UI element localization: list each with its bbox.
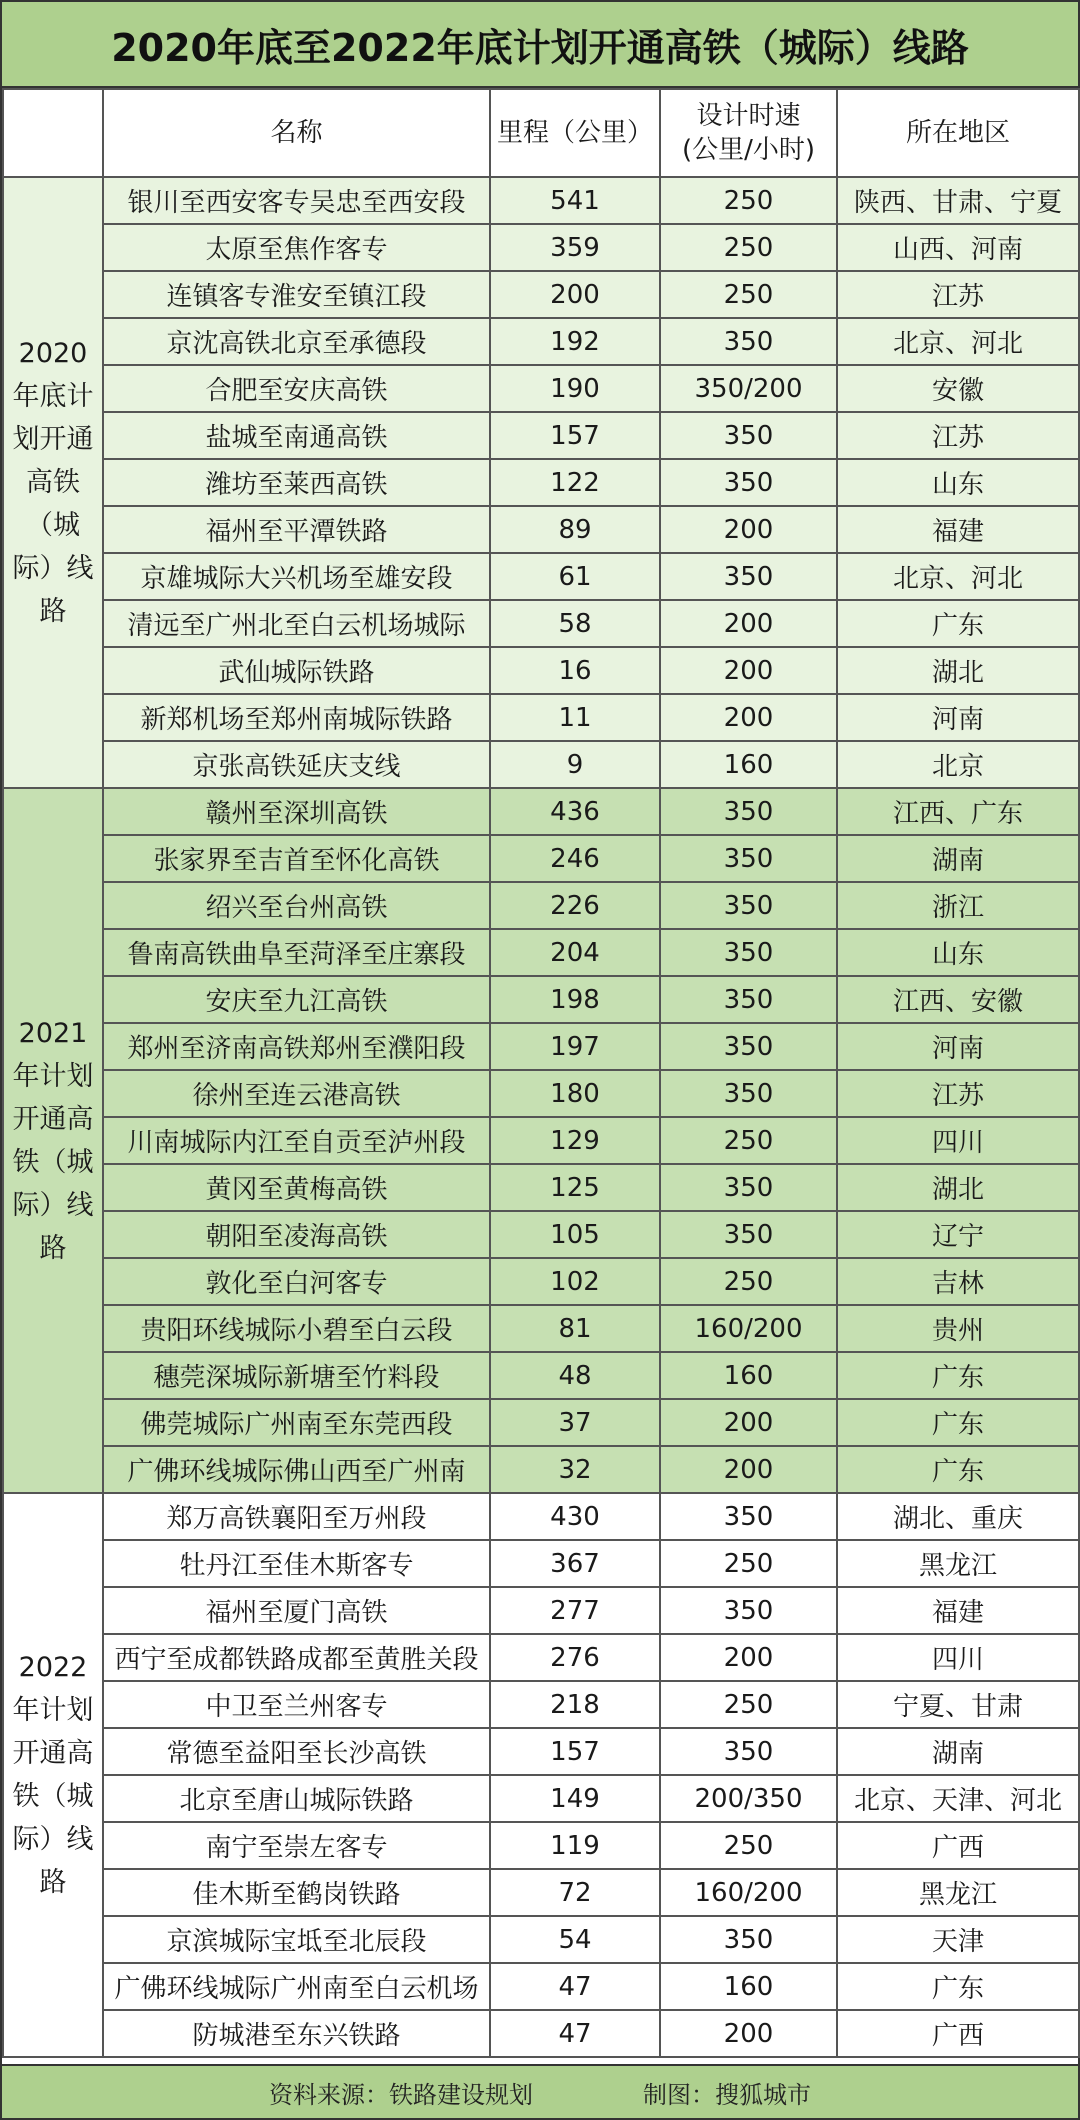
- cell-mileage: 541: [490, 177, 660, 224]
- table-row: [3, 1540, 1079, 1587]
- table-row: [3, 1211, 1079, 1258]
- cell-region: 湖北: [837, 647, 1079, 694]
- cell-region: 广东: [837, 1963, 1079, 2010]
- cell-region: 黑龙江: [837, 1869, 1079, 1916]
- cell-region: 宁夏、甘肃: [837, 1681, 1079, 1728]
- cell-design-speed: 250: [660, 1822, 837, 1869]
- cell-design-speed: 200: [660, 506, 837, 553]
- cell-region: 广东: [837, 600, 1079, 647]
- cell-design-speed: 350: [660, 788, 837, 835]
- cell-design-speed: 350: [660, 1587, 837, 1634]
- cell-design-speed: 200/350: [660, 1775, 837, 1822]
- cell-region: 北京、天津、河北: [837, 1775, 1079, 1822]
- table-row: [3, 1352, 1079, 1399]
- cell-line-name: 武仙城际铁路: [103, 647, 490, 694]
- table-row: [3, 1963, 1079, 2010]
- table-row: [3, 1258, 1079, 1305]
- cell-line-name: 绍兴至台州高铁: [103, 882, 490, 929]
- cell-line-name: 西宁至成都铁路成都至黄胜关段: [103, 1634, 490, 1681]
- cell-design-speed: 250: [660, 177, 837, 224]
- table-row: [3, 600, 1079, 647]
- cell-design-speed: 350: [660, 1916, 837, 1963]
- table-body: [3, 177, 1079, 2057]
- cell-mileage: 204: [490, 929, 660, 976]
- table-row: [3, 1305, 1079, 1352]
- cell-design-speed: 350/200: [660, 365, 837, 412]
- table-row: [3, 177, 1079, 224]
- cell-region: 福建: [837, 1587, 1079, 1634]
- header-speed-line2: (公里/小时): [681, 135, 816, 165]
- cell-design-speed: 160: [660, 741, 837, 788]
- cell-line-name: 常德至益阳至长沙高铁: [103, 1728, 490, 1775]
- cell-region: 山东: [837, 929, 1079, 976]
- table-row: [3, 412, 1079, 459]
- table-row: [3, 224, 1079, 271]
- cell-design-speed: 250: [660, 271, 837, 318]
- cell-line-name: 太原至焦作客专: [103, 224, 490, 271]
- table-row: [3, 1869, 1079, 1916]
- table-row: [3, 1728, 1079, 1775]
- table-row: [3, 365, 1079, 412]
- cell-line-name: 京沈高铁北京至承德段: [103, 318, 490, 365]
- cell-design-speed: 160: [660, 1352, 837, 1399]
- cell-design-speed: 350: [660, 1493, 837, 1540]
- cell-design-speed: 250: [660, 224, 837, 271]
- cell-design-speed: 350: [660, 835, 837, 882]
- footer-maker: 制图：搜狐城市: [643, 2080, 811, 2109]
- cell-design-speed: 350: [660, 1164, 837, 1211]
- cell-mileage: 226: [490, 882, 660, 929]
- cell-region: 江西、安徽: [837, 976, 1079, 1023]
- cell-region: 山西、河南: [837, 224, 1079, 271]
- cell-region: 湖南: [837, 1728, 1079, 1775]
- cell-design-speed: 250: [660, 1117, 837, 1164]
- cell-line-name: 潍坊至莱西高铁: [103, 459, 490, 506]
- cell-design-speed: 250: [660, 1540, 837, 1587]
- cell-design-speed: 350: [660, 1728, 837, 1775]
- cell-mileage: 276: [490, 1634, 660, 1681]
- cell-region: 广东: [837, 1352, 1079, 1399]
- cell-line-name: 新郑机场至郑州南城际铁路: [103, 694, 490, 741]
- cell-region: 江苏: [837, 1070, 1079, 1117]
- footer-source: 资料来源：铁路建设规划: [269, 2080, 533, 2109]
- cell-line-name: 鲁南高铁曲阜至菏泽至庄寨段: [103, 929, 490, 976]
- cell-line-name: 清远至广州北至白云机场城际: [103, 600, 490, 647]
- cell-region: 吉林: [837, 1258, 1079, 1305]
- cell-region: 北京、河北: [837, 553, 1079, 600]
- cell-design-speed: 200: [660, 2010, 837, 2057]
- cell-line-name: 川南城际内江至自贡至泸州段: [103, 1117, 490, 1164]
- cell-line-name: 郑州至济南高铁郑州至濮阳段: [103, 1023, 490, 1070]
- cell-line-name: 京张高铁延庆支线: [103, 741, 490, 788]
- table-row: [3, 1164, 1079, 1211]
- cell-region: 四川: [837, 1117, 1079, 1164]
- cell-region: 河南: [837, 694, 1079, 741]
- cell-line-name: 广佛环线城际佛山西至广州南: [103, 1446, 490, 1493]
- cell-mileage: 54: [490, 1916, 660, 1963]
- cell-design-speed: 160/200: [660, 1305, 837, 1352]
- cell-mileage: 48: [490, 1352, 660, 1399]
- cell-line-name: 银川至西安客专吴忠至西安段: [103, 177, 490, 224]
- cell-mileage: 192: [490, 318, 660, 365]
- table-row: [3, 1446, 1079, 1493]
- cell-line-name: 穗莞深城际新塘至竹料段: [103, 1352, 490, 1399]
- cell-line-name: 赣州至深圳高铁: [103, 788, 490, 835]
- cell-region: 江苏: [837, 412, 1079, 459]
- cell-region: 湖北: [837, 1164, 1079, 1211]
- cell-design-speed: 350: [660, 318, 837, 365]
- cell-design-speed: 250: [660, 1681, 837, 1728]
- cell-region: 广西: [837, 2010, 1079, 2057]
- cell-line-name: 防城港至东兴铁路: [103, 2010, 490, 2057]
- cell-mileage: 89: [490, 506, 660, 553]
- cell-region: 北京: [837, 741, 1079, 788]
- cell-line-name: 福州至平潭铁路: [103, 506, 490, 553]
- group-label: 2020年底计划开通高铁（城际）线路: [3, 177, 103, 788]
- table-row: [3, 835, 1079, 882]
- cell-mileage: 198: [490, 976, 660, 1023]
- table-row: [3, 271, 1079, 318]
- cell-design-speed: 350: [660, 1211, 837, 1258]
- cell-line-name: 徐州至连云港高铁: [103, 1070, 490, 1117]
- cell-design-speed: 350: [660, 1023, 837, 1070]
- railway-table: [2, 88, 1080, 2058]
- cell-mileage: 218: [490, 1681, 660, 1728]
- cell-mileage: 129: [490, 1117, 660, 1164]
- table-row: [3, 2010, 1079, 2057]
- cell-mileage: 246: [490, 835, 660, 882]
- table-row: [3, 1916, 1079, 1963]
- cell-region: 陕西、甘肃、宁夏: [837, 177, 1079, 224]
- cell-region: 湖北、重庆: [837, 1493, 1079, 1540]
- cell-region: 广东: [837, 1446, 1079, 1493]
- cell-design-speed: 350: [660, 459, 837, 506]
- table-title: 2020年底至2022年底计划开通高铁（城际）线路: [2, 2, 1078, 88]
- cell-region: 辽宁: [837, 1211, 1079, 1258]
- cell-line-name: 郑万高铁襄阳至万州段: [103, 1493, 490, 1540]
- cell-region: 山东: [837, 459, 1079, 506]
- table-row: [3, 976, 1079, 1023]
- table-row: [3, 1822, 1079, 1869]
- table-row: [3, 1775, 1079, 1822]
- cell-line-name: 福州至厦门高铁: [103, 1587, 490, 1634]
- table-row: [3, 1117, 1079, 1164]
- header-row: [3, 89, 1079, 177]
- table-row: [3, 459, 1079, 506]
- cell-mileage: 190: [490, 365, 660, 412]
- cell-mileage: 47: [490, 1963, 660, 2010]
- table-row: [3, 553, 1079, 600]
- cell-line-name: 北京至唐山城际铁路: [103, 1775, 490, 1822]
- cell-line-name: 南宁至崇左客专: [103, 1822, 490, 1869]
- cell-design-speed: 160: [660, 1963, 837, 2010]
- cell-line-name: 盐城至南通高铁: [103, 412, 490, 459]
- cell-mileage: 125: [490, 1164, 660, 1211]
- header-group: [3, 89, 103, 177]
- cell-region: 江苏: [837, 271, 1079, 318]
- table-row: [3, 1399, 1079, 1446]
- footer: [2, 2064, 1078, 2118]
- cell-design-speed: 350: [660, 976, 837, 1023]
- table-row: [3, 694, 1079, 741]
- cell-design-speed: 350: [660, 929, 837, 976]
- cell-mileage: 149: [490, 1775, 660, 1822]
- cell-design-speed: 200: [660, 694, 837, 741]
- cell-line-name: 黄冈至黄梅高铁: [103, 1164, 490, 1211]
- cell-line-name: 连镇客专淮安至镇江段: [103, 271, 490, 318]
- cell-region: 北京、河北: [837, 318, 1079, 365]
- table-row: [3, 882, 1079, 929]
- cell-mileage: 105: [490, 1211, 660, 1258]
- cell-region: 贵州: [837, 1305, 1079, 1352]
- cell-mileage: 72: [490, 1869, 660, 1916]
- cell-region: 天津: [837, 1916, 1079, 1963]
- table-row: [3, 318, 1079, 365]
- cell-region: 广东: [837, 1399, 1079, 1446]
- cell-line-name: 京滨城际宝坻至北辰段: [103, 1916, 490, 1963]
- cell-line-name: 敦化至白河客专: [103, 1258, 490, 1305]
- cell-mileage: 157: [490, 1728, 660, 1775]
- cell-line-name: 佳木斯至鹤岗铁路: [103, 1869, 490, 1916]
- cell-region: 黑龙江: [837, 1540, 1079, 1587]
- table-row: [3, 506, 1079, 553]
- cell-region: 江西、广东: [837, 788, 1079, 835]
- table-row: [3, 741, 1079, 788]
- header-speed: [660, 89, 837, 177]
- header-region: 所在地区: [837, 89, 1079, 177]
- cell-line-name: 牡丹江至佳木斯客专: [103, 1540, 490, 1587]
- cell-design-speed: 200: [660, 1634, 837, 1681]
- cell-design-speed: 200: [660, 1399, 837, 1446]
- cell-line-name: 广佛环线城际广州南至白云机场: [103, 1963, 490, 2010]
- table-row: [3, 1681, 1079, 1728]
- header-mileage: 里程（公里）: [490, 89, 660, 177]
- cell-design-speed: 200: [660, 1446, 837, 1493]
- cell-mileage: 277: [490, 1587, 660, 1634]
- cell-mileage: 81: [490, 1305, 660, 1352]
- cell-design-speed: 250: [660, 1258, 837, 1305]
- cell-design-speed: 350: [660, 412, 837, 459]
- cell-design-speed: 350: [660, 882, 837, 929]
- cell-design-speed: 200: [660, 600, 837, 647]
- cell-mileage: 16: [490, 647, 660, 694]
- cell-mileage: 367: [490, 1540, 660, 1587]
- table-row: [3, 647, 1079, 694]
- cell-mileage: 9: [490, 741, 660, 788]
- header-speed-line1: 设计时速: [696, 101, 801, 131]
- cell-line-name: 朝阳至凌海高铁: [103, 1211, 490, 1258]
- cell-line-name: 张家界至吉首至怀化高铁: [103, 835, 490, 882]
- cell-line-name: 安庆至九江高铁: [103, 976, 490, 1023]
- table-row: [3, 1634, 1079, 1681]
- cell-mileage: 180: [490, 1070, 660, 1117]
- cell-region: 四川: [837, 1634, 1079, 1681]
- cell-line-name: 贵阳环线城际小碧至白云段: [103, 1305, 490, 1352]
- cell-line-name: 合肥至安庆高铁: [103, 365, 490, 412]
- cell-mileage: 430: [490, 1493, 660, 1540]
- cell-mileage: 47: [490, 2010, 660, 2057]
- cell-design-speed: 200: [660, 647, 837, 694]
- cell-mileage: 119: [490, 1822, 660, 1869]
- cell-mileage: 37: [490, 1399, 660, 1446]
- cell-region: 湖南: [837, 835, 1079, 882]
- cell-mileage: 61: [490, 553, 660, 600]
- cell-region: 福建: [837, 506, 1079, 553]
- table-row: [3, 1493, 1079, 1540]
- cell-line-name: 中卫至兰州客专: [103, 1681, 490, 1728]
- table-row: [3, 1070, 1079, 1117]
- table-row: [3, 788, 1079, 835]
- cell-mileage: 102: [490, 1258, 660, 1305]
- table-row: [3, 1587, 1079, 1634]
- group-label: 2022年计划开通高铁（城际）线路: [3, 1493, 103, 2057]
- cell-mileage: 11: [490, 694, 660, 741]
- cell-design-speed: 350: [660, 1070, 837, 1117]
- cell-mileage: 122: [490, 459, 660, 506]
- table-row: [3, 1023, 1079, 1070]
- cell-region: 广西: [837, 1822, 1079, 1869]
- cell-design-speed: 350: [660, 553, 837, 600]
- cell-region: 浙江: [837, 882, 1079, 929]
- cell-mileage: 200: [490, 271, 660, 318]
- cell-line-name: 京雄城际大兴机场至雄安段: [103, 553, 490, 600]
- table-row: [3, 929, 1079, 976]
- cell-mileage: 197: [490, 1023, 660, 1070]
- cell-mileage: 58: [490, 600, 660, 647]
- cell-design-speed: 160/200: [660, 1869, 837, 1916]
- cell-line-name: 佛莞城际广州南至东莞西段: [103, 1399, 490, 1446]
- cell-mileage: 32: [490, 1446, 660, 1493]
- cell-region: 河南: [837, 1023, 1079, 1070]
- header-name: 名称: [103, 89, 490, 177]
- cell-mileage: 359: [490, 224, 660, 271]
- cell-mileage: 436: [490, 788, 660, 835]
- group-label: 2021年计划开通高铁（城际）线路: [3, 788, 103, 1493]
- cell-region: 安徽: [837, 365, 1079, 412]
- cell-mileage: 157: [490, 412, 660, 459]
